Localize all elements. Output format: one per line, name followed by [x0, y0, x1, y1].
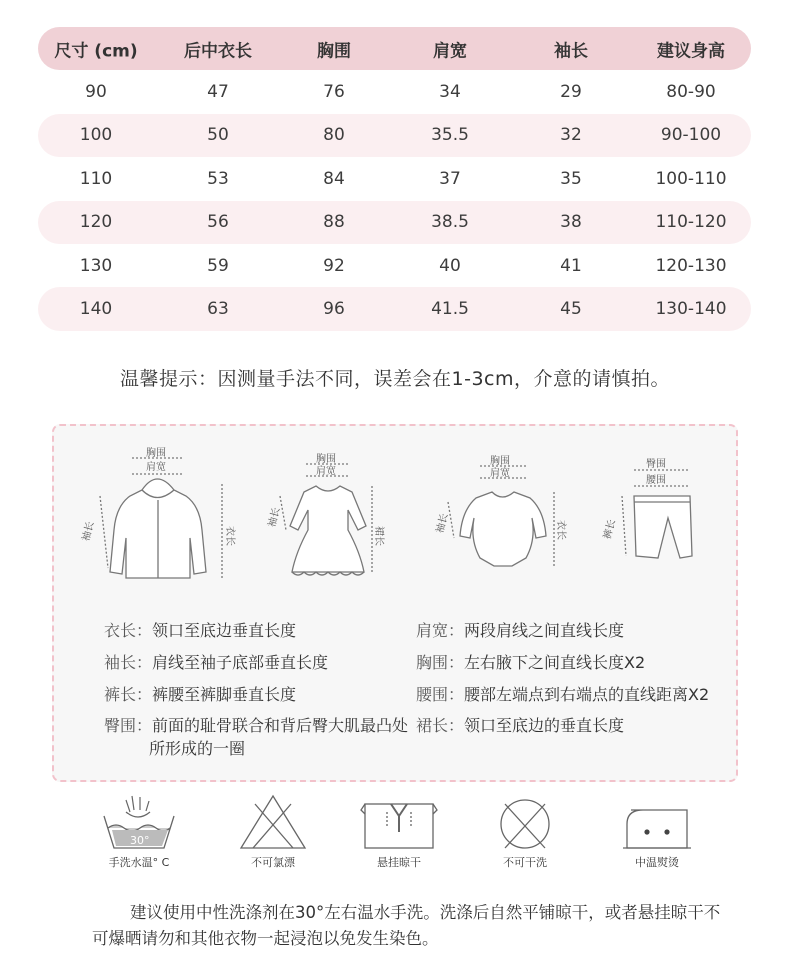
table-row [38, 287, 751, 330]
table-cell: 34 [439, 82, 461, 103]
table-cell: 110-120 [655, 212, 727, 233]
table-cell: 84 [323, 168, 345, 189]
jacket-chest-label: 胸围 [146, 448, 166, 459]
measurement-guide [52, 424, 738, 782]
romper-shoulder-label: 肩宽 [490, 468, 510, 479]
care-no-bleach [218, 790, 328, 870]
dress-skirt-label: 裙长 [373, 526, 384, 546]
care-label: 不可干洗 [503, 856, 547, 869]
table-cell: 40 [439, 255, 461, 276]
dress-shoulder-label: 肩宽 [316, 466, 336, 477]
jacket-length-label: 衣长 [224, 526, 235, 546]
care-iron-medium [602, 790, 712, 870]
definition-term: 臀围： [104, 716, 153, 735]
table-cell: 37 [439, 168, 461, 189]
care-no-dry-clean [470, 790, 580, 870]
table-cell: 29 [560, 82, 582, 103]
definition-text: 腰部左端点到右端点的直线距离X2 [464, 685, 710, 704]
jacket-shoulder-label: 肩宽 [146, 462, 166, 473]
care-advice: 建议使用中性洗涤剂在30°左右温水手洗。洗涤后自然平铺晾干，或者悬挂晾干不可爆晒请勿和其他衣物一起浸泡以免发生染色。 [92, 903, 721, 948]
care-hand-wash [84, 790, 194, 870]
romper-length-label: 衣长 [555, 520, 566, 540]
iron-medium-icon [617, 790, 697, 852]
jacket-icon [80, 448, 235, 590]
jacket-diagram [80, 448, 235, 590]
table-cell: 80-90 [666, 82, 716, 103]
table-cell: 120-130 [655, 255, 727, 276]
table-row [38, 244, 751, 287]
definition-shoulder [416, 618, 624, 641]
table-header-row [38, 27, 751, 70]
care-label: 悬挂晾干 [377, 856, 421, 869]
care-label: 手洗水温° C [108, 856, 170, 869]
table-cell: 76 [323, 82, 345, 103]
definition-term: 衣长： [104, 621, 153, 640]
table-cell: 45 [560, 299, 582, 320]
pants-diagram [604, 456, 704, 576]
table-row [38, 157, 751, 200]
table-cell: 88 [323, 212, 345, 233]
header-size: 尺寸 (cm) [54, 41, 138, 62]
table-cell: 92 [323, 255, 345, 276]
table-cell: 47 [207, 82, 229, 103]
definition-coat-length [104, 618, 296, 641]
definition-waist [416, 682, 709, 705]
table-cell: 38.5 [431, 212, 469, 233]
size-table [38, 27, 751, 331]
table-cell: 130-140 [655, 299, 727, 320]
table-cell: 32 [560, 125, 582, 146]
table-cell: 50 [207, 125, 229, 146]
definition-chest [416, 650, 645, 673]
definition-text: 两段肩线之间直线长度 [464, 621, 625, 640]
no-bleach-icon [233, 790, 313, 852]
table-cell: 90-100 [660, 125, 722, 146]
definition-sleeve-length [104, 650, 328, 673]
table-row [38, 70, 751, 113]
romper-icon [436, 458, 566, 578]
hang-dry-icon [359, 790, 439, 852]
header-chest: 胸围 [317, 41, 351, 62]
table-cell: 100-110 [655, 168, 727, 189]
table-row [38, 114, 751, 157]
jacket-sleeve-label: 袖长 [80, 520, 97, 543]
definition-text: 领口至底边垂直长度 [152, 621, 297, 640]
definition-term: 裙长： [416, 716, 465, 735]
pants-length-label: 裤长 [602, 518, 619, 541]
definition-pant-length [104, 682, 296, 705]
table-cell: 41.5 [431, 299, 469, 320]
definition-text: 前面的耻骨联合和背后臀大肌最凸处 [152, 716, 409, 735]
care-hang-dry [344, 790, 454, 870]
definition-text: 裤腰至裤脚垂直长度 [152, 685, 297, 704]
table-cell: 120 [79, 212, 113, 233]
table-cell: 130 [79, 255, 113, 276]
definition-text: 所形成的一圈 [149, 739, 246, 758]
table-cell: 80 [323, 125, 345, 146]
table-cell: 35.5 [431, 125, 469, 146]
dress-diagram [268, 456, 388, 586]
definition-text: 左右腋下之间直线长度X2 [464, 653, 646, 672]
table-cell: 38 [560, 212, 582, 233]
table-cell: 90 [85, 82, 107, 103]
romper-chest-label: 胸围 [490, 456, 510, 467]
pants-icon [604, 456, 704, 576]
table-cell: 35 [560, 168, 582, 189]
table-cell: 110 [79, 168, 113, 189]
care-label: 中温熨烫 [635, 856, 679, 869]
definition-term: 袖长： [104, 653, 153, 672]
definition-term: 腰围： [416, 685, 465, 704]
definition-term: 肩宽： [416, 621, 465, 640]
measurement-tip: 温馨提示：因测量手法不同，误差会在1-3cm，介意的请慎拍。 [120, 368, 670, 390]
no-dry-clean-icon [485, 790, 565, 852]
definition-text: 领口至底边的垂直长度 [464, 716, 625, 735]
dress-icon [268, 456, 388, 586]
definition-text: 肩线至袖子底部垂直长度 [152, 653, 329, 672]
romper-diagram [436, 458, 566, 578]
table-cell: 63 [207, 299, 229, 320]
header-back-length: 后中衣长 [184, 41, 252, 62]
care-instructions [0, 790, 790, 890]
table-cell: 100 [79, 125, 113, 146]
romper-sleeve-label: 袖长 [434, 512, 451, 535]
definition-term: 裤长： [104, 685, 153, 704]
table-cell: 140 [79, 299, 113, 320]
table-cell: 56 [207, 212, 229, 233]
table-cell: 59 [207, 255, 229, 276]
hand-wash-icon [94, 790, 184, 852]
pants-hip-label: 臀围 [646, 459, 666, 470]
table-cell: 96 [323, 299, 345, 320]
header-height: 建议身高 [657, 41, 725, 62]
definition-term: 胸围： [416, 653, 465, 672]
care-label: 不可氯漂 [251, 856, 295, 869]
wash-temperature: 30° [130, 834, 150, 847]
header-sleeve: 袖长 [554, 41, 588, 62]
definition-skirt-length [416, 713, 624, 736]
pants-waist-label: 腰围 [646, 475, 666, 486]
definition-hip [104, 713, 408, 736]
dress-sleeve-label: 袖长 [266, 506, 283, 529]
table-cell: 41 [560, 255, 582, 276]
definition-hip-continued [149, 736, 245, 759]
header-shoulder: 肩宽 [433, 41, 467, 62]
dress-chest-label: 胸围 [316, 454, 336, 465]
table-row [38, 201, 751, 244]
table-cell: 53 [207, 168, 229, 189]
